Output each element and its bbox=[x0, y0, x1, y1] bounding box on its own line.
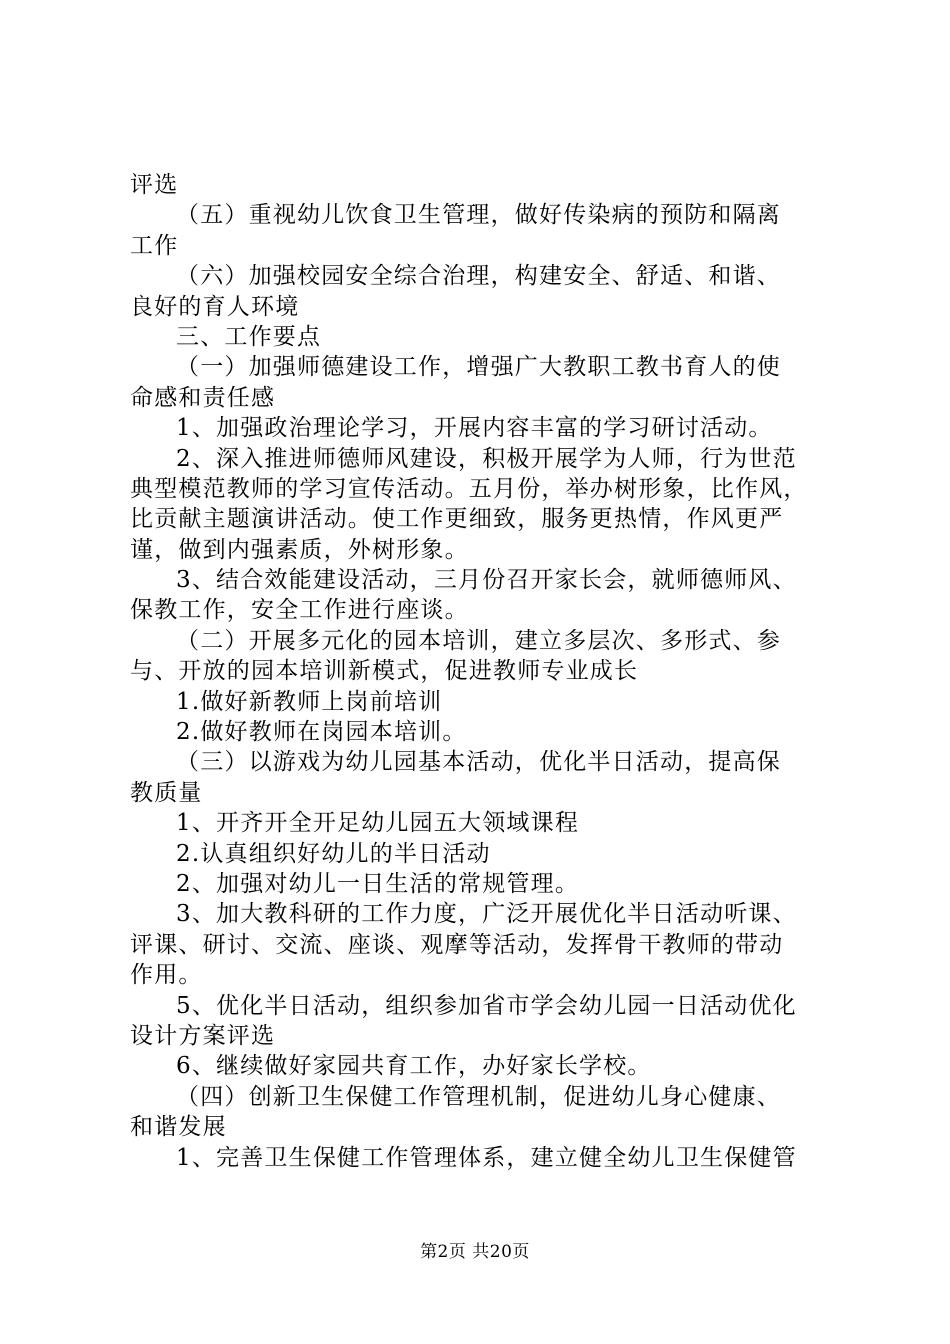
text-line: 良好的育人环境 bbox=[130, 293, 300, 320]
text-line: 6、继续做好家园共育工作，办好家长学校。 bbox=[176, 1053, 652, 1080]
text-line: 2、加强对幼儿一日生活的常规管理。 bbox=[176, 870, 580, 897]
text-line: 评课、研讨、交流、座谈、观摩等活动，发挥骨干教师的带动 bbox=[130, 931, 784, 958]
text-line: （五）重视幼儿饮食卫生管理，做好传染病的预防和隔离 bbox=[176, 202, 781, 229]
text-line: 2.做好教师在岗园本培训。 bbox=[176, 719, 467, 746]
text-line: 教质量 bbox=[130, 779, 203, 806]
text-line: 5、优化半日活动，组织参加省市学会幼儿园一日活动优化 bbox=[176, 992, 797, 1019]
text-line: 2、深入推进师德师风建设，积极开展学为人师，行为世范 bbox=[176, 445, 797, 472]
text-line: （二）开展多元化的园本培训，建立多层次、多形式、参 bbox=[176, 627, 781, 654]
text-line: 典型模范教师的学习宣传活动。五月份，举办树形象，比作风， bbox=[130, 475, 808, 502]
text-line: （六）加强校园安全综合治理，构建安全、舒适、和谐、 bbox=[176, 263, 781, 290]
text-line: 1、开齐开全开足幼儿园五大领域课程 bbox=[176, 810, 580, 837]
text-line: （一）加强师德建设工作，增强广大教职工教书育人的使 bbox=[176, 354, 781, 381]
text-line: 作用。 bbox=[130, 962, 203, 989]
text-line: 与、开放的园本培训新模式，促进教师专业成长 bbox=[130, 658, 639, 685]
text-line: 1、完善卫生保健工作管理体系，建立健全幼儿卫生保健管 bbox=[176, 1144, 797, 1171]
text-line: 2.认真组织好幼儿的半日活动 bbox=[176, 840, 491, 867]
text-line: 3、结合效能建设活动，三月份召开家长会，就师德师风、 bbox=[176, 567, 797, 594]
text-line: 1.做好新教师上岗前培训 bbox=[176, 688, 443, 715]
text-line: （三）以游戏为幼儿园基本活动，优化半日活动，提高保 bbox=[176, 749, 781, 776]
text-line: 评选 bbox=[130, 172, 179, 198]
text-line: 工作 bbox=[130, 232, 179, 259]
text-line: 和谐发展 bbox=[130, 1114, 227, 1141]
text-line: 3、加大教科研的工作力度，广泛开展优化半日活动听课、 bbox=[176, 901, 797, 928]
text-line: 命感和责任感 bbox=[130, 384, 276, 411]
text-line: 1、加强政治理论学习，开展内容丰富的学习研讨活动。 bbox=[176, 415, 773, 442]
text-line: 保教工作，安全工作进行座谈。 bbox=[130, 597, 469, 624]
page-number-footer: 第2页 共20页 bbox=[420, 1242, 530, 1262]
text-line: 设计方案评选 bbox=[130, 1022, 276, 1049]
text-line: 比贡献主题演讲活动。使工作更细致，服务更热情，作风更严 bbox=[130, 506, 784, 533]
document-body bbox=[130, 170, 835, 1173]
text-line: 谨，做到内强素质，外树形象。 bbox=[130, 536, 469, 563]
section-heading: 三、工作要点 bbox=[176, 323, 322, 350]
text-line: （四）创新卫生保健工作管理机制，促进幼儿身心健康、 bbox=[176, 1083, 781, 1110]
